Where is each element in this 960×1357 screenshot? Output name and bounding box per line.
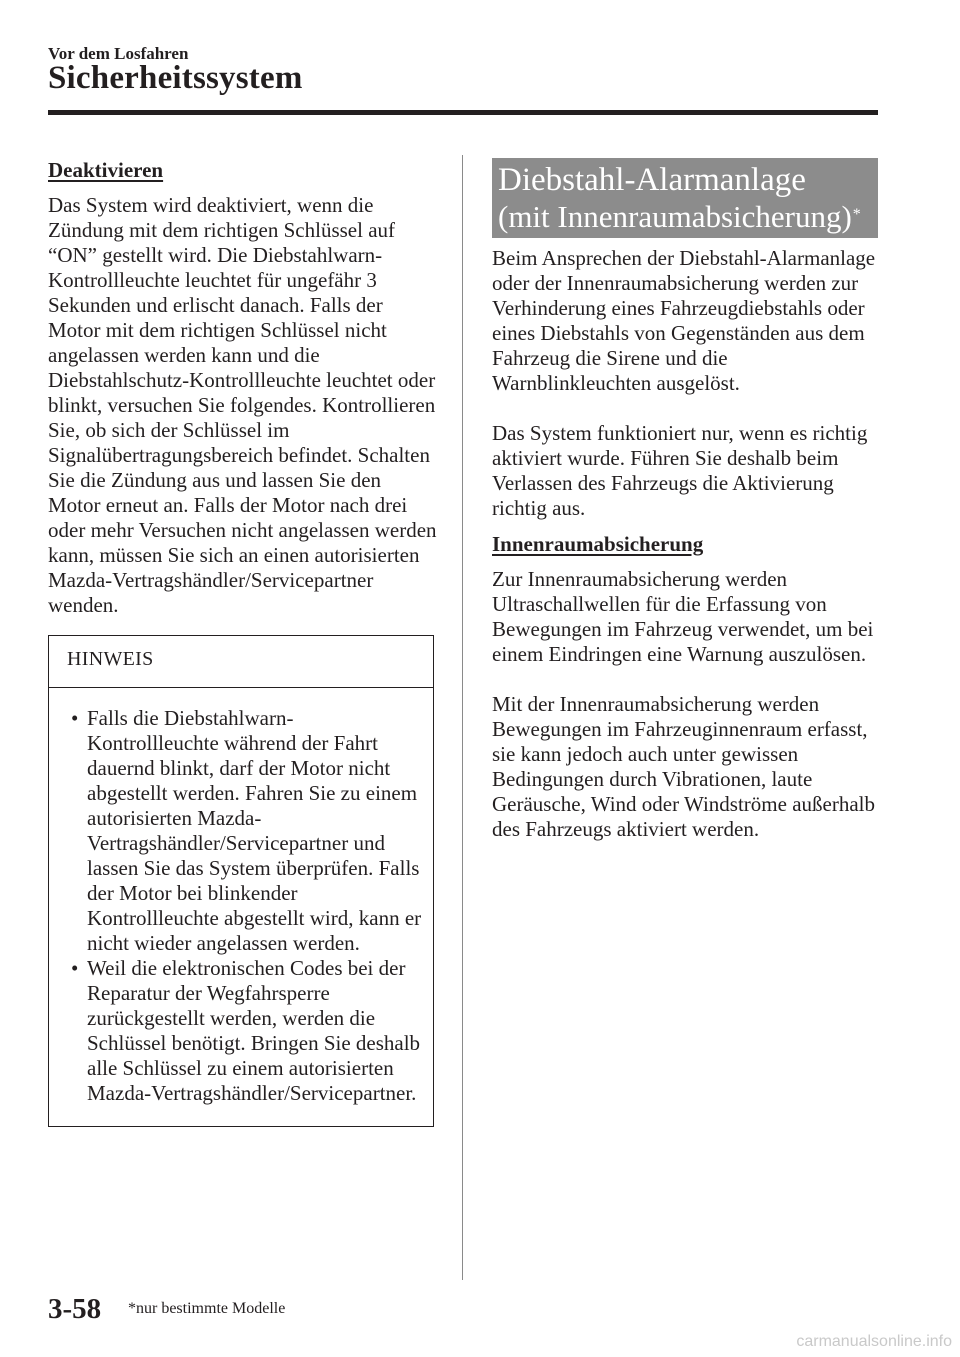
note-header: HINWEIS: [49, 636, 433, 688]
note-item-text: Falls die Diebstahlwarn-Kontrollleuchte während der Fahrt dauernd blinkt, darf der Motor nicht abgestellt werden. Fahren Sie zu einem autorisierten Mazda-Vertragshändler/Servicepartner und lassen Sie das System überprüfen. Falls der Motor bei blinkender Kontrollleuchte abgestellt wird, kann er nicht wieder angelassen werden.: [87, 706, 422, 955]
bullet-icon: •: [71, 706, 79, 730]
page-title: Sicherheitssystem: [48, 60, 303, 96]
note-item: [63, 706, 423, 956]
section-label: Vor dem Losfahren: [48, 44, 189, 63]
banner-title-line2-text: (mit Innenraumabsicherung): [498, 199, 852, 234]
note-item-text: Weil die elektronischen Codes bei der Reparatur der Wegfahrsperre zurückgestellt werden, werden die Schlüssel benötigt. Bringen Sie deshalb alle Schlüssel zu einem autorisierten Mazda-Vertragshändler/Servicepartner.: [87, 956, 421, 1105]
header-rule: [48, 110, 878, 115]
left-column: [48, 158, 438, 1127]
watermark: carmanualsonline.info: [796, 1333, 952, 1350]
deactivate-subheading: Deaktivieren: [48, 158, 164, 182]
banner-title-line1: Diebstahl-Alarmanlage: [498, 162, 806, 198]
alarm-activation-paragraph: Das System funktioniert nur, wenn es richtig aktiviert wurde. Führen Sie deshalb beim Verlassen des Fahrzeugs die Aktivierung richtig aus.: [492, 421, 868, 520]
right-column: [492, 246, 882, 842]
page-number: 3-58: [48, 1293, 102, 1325]
note-box: [48, 635, 434, 1127]
bullet-icon: •: [71, 956, 79, 980]
deactivate-paragraph: Das System wird deaktiviert, wenn die Zündung mit dem richtigen Schlüssel auf “ON” gestellt wird. Die Diebstahlwarn-Kontrollleuchte leuchtet für ungefähr 3 Sekunden und erlischt danach. Falls der Motor mit dem richtigen Schlüssel nicht angelassen werden kann und die Diebstahlschutz-Kontrollleuchte leuchtet oder blinkt, versuchen Sie folgendes. Kontrollieren Sie, ob sich der Schlüssel im Signalübertragungsbereich befindet. Schalten Sie die Zündung aus und lassen Sie den Motor erneut an. Falls der Motor nach drei oder mehr Versuchen nicht angelassen werden kann, müssen Sie sich an einen autorisierten Mazda-Vertragshändler/Servicepartner wenden.: [48, 193, 437, 617]
footnote-mark: *: [852, 206, 861, 223]
section-banner: [492, 158, 878, 238]
alarm-intro-paragraph: Beim Ansprechen der Diebstahl-Alarmanlage oder der Innenraumabsicherung werden zur Verhinderung eines Fahrzeugdiebstahls oder eines Diebstahls von Gegenständen aus dem Fahrzeug die Sirene und die Warnblinkleuchten ausgelöst.: [492, 246, 876, 395]
interior-paragraph-2: Mit der Innenraumabsicherung werden Bewegungen im Fahrzeuginnenraum erfasst, sie kann jedoch auch unter gewissen Bedingungen durch Vibrationen, laute Geräusche, Wind oder Windströme außerhalb des Fahrzeugs aktiviert werden.: [492, 692, 875, 841]
banner-title-line2: [498, 198, 861, 236]
paragraph-gap: [492, 396, 882, 421]
paragraph-gap: [492, 667, 882, 692]
note-list: [49, 688, 433, 1126]
footnote: *nur bestimmte Modelle: [128, 1300, 286, 1317]
interior-subheading: Innenraumabsicherung: [492, 532, 704, 556]
interior-paragraph-1: Zur Innenraumabsicherung werden Ultraschallwellen für die Erfassung von Bewegungen im Fahrzeug verwendet, um bei einem Eindringen eine Warnung auszulösen.: [492, 567, 874, 666]
column-divider: [462, 155, 463, 1280]
note-item: [63, 956, 423, 1106]
